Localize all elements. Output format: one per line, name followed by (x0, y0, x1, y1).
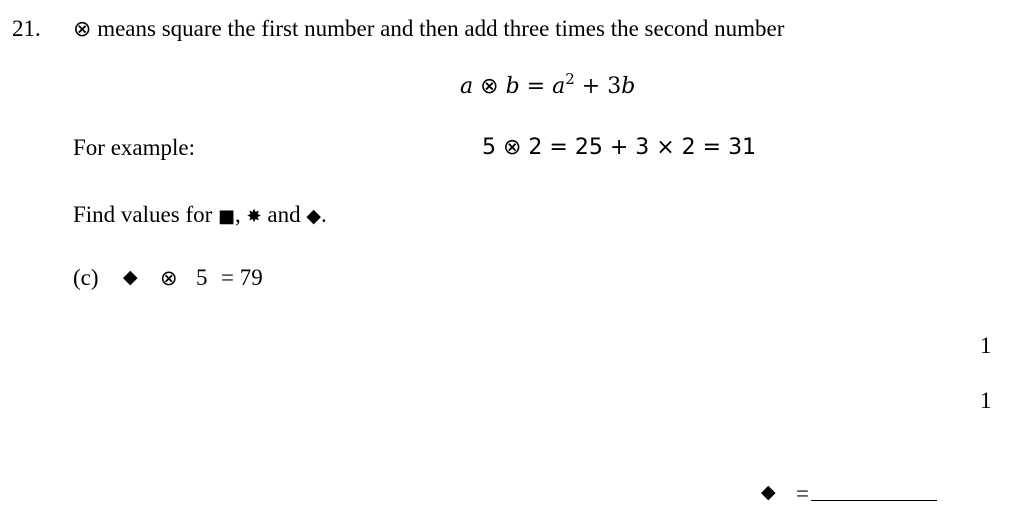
diamond-icon: ◆ (306, 205, 321, 227)
formula-exponent: 2 (565, 70, 575, 88)
formula-b-term: b (621, 74, 636, 99)
instruction-comma: , (235, 202, 241, 227)
answer-equals: = (796, 481, 809, 506)
star-icon: ✸ (246, 206, 262, 227)
instruction-text: Find values for (73, 202, 213, 227)
example-expression: 5 ⊗ 2 = 25 + 3 × 2 = 31 (482, 135, 757, 160)
formula (460, 70, 636, 99)
formula-three: 3 (607, 74, 622, 99)
formula-otimes-icon: ⊗ (480, 74, 499, 99)
part-c-diamond-icon: ◆ (123, 266, 138, 288)
answer-blank-line[interactable] (811, 482, 937, 501)
mark-2: 1 (980, 388, 992, 413)
mark-1: 1 (980, 333, 992, 358)
answer-row (796, 481, 937, 507)
formula-a-squared-base: a (552, 74, 566, 99)
formula-equals: = (526, 74, 546, 99)
square-icon: ■ (218, 206, 236, 227)
part-c-otimes-icon: ⊗ (160, 266, 178, 290)
example-label: For example: (73, 135, 195, 160)
answer-diamond-icon: ◆ (761, 481, 776, 503)
formula-b: b (505, 74, 520, 99)
formula-plus: + (581, 74, 601, 99)
question-number: 21. (12, 16, 41, 41)
formula-a: a (460, 74, 474, 99)
part-c-result: = 79 (221, 265, 263, 290)
instruction-and: and (267, 202, 301, 227)
definition-text: means square the first number and then add three times the second number (97, 16, 785, 41)
otimes-icon: ⊗ (73, 17, 92, 42)
instruction-line (73, 202, 327, 228)
part-c-label: (c) (73, 265, 99, 290)
part-c-number: 5 (196, 265, 208, 290)
definition-line (73, 16, 784, 42)
instruction-period: . (320, 202, 327, 227)
